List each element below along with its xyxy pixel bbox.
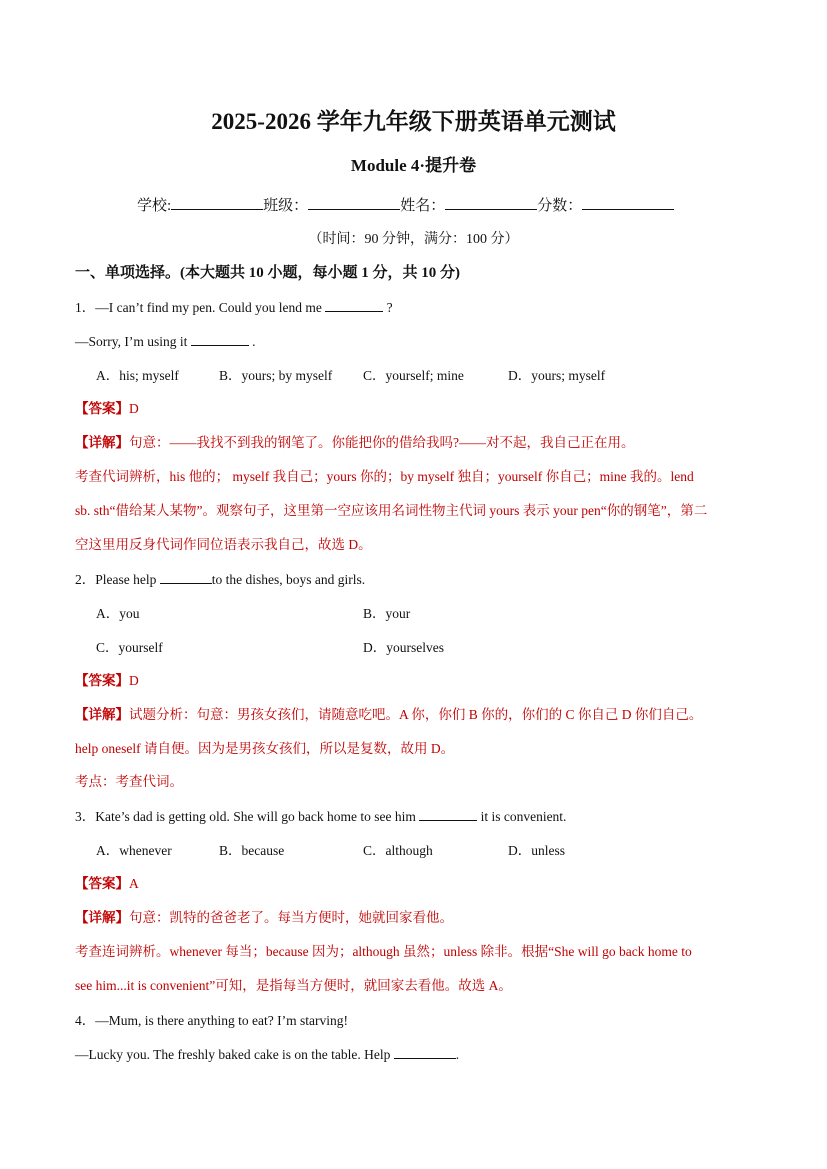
text-span: 3．Kate’s dad is getting old. She will go back home to see him (75, 809, 420, 824)
text-span: A (129, 876, 139, 891)
question-4-line2 (75, 1045, 459, 1065)
detail-3 (75, 908, 453, 928)
page-title: 2025-2026 学年九年级下册英语单元测试 (211, 109, 616, 134)
detail-2-line: 考点：考查代词。 (75, 774, 183, 789)
text-span: 【答案】 (75, 401, 129, 416)
answer-1 (75, 399, 139, 419)
class-label: 班级： (263, 198, 309, 214)
text-span: 1．—I can’t find my pen. Could you lend me (75, 300, 326, 315)
question-4: 4．—Mum, is there anything to eat? I’m starving! (75, 1013, 348, 1028)
option-b: B．yours; by myself (219, 368, 333, 383)
option-a: A．you (96, 606, 140, 621)
text-span: —Lucky you. The freshly baked cake is on the table. Help (75, 1047, 394, 1062)
option-c: C．yourself (96, 640, 163, 655)
info-fields (137, 196, 674, 216)
answer-blank (445, 196, 537, 210)
time-note: （时间：90 分钟，满分：100 分） (308, 232, 519, 247)
detail-1 (75, 433, 635, 453)
text-span: 句意：——我找不到我的钢笔了。你能把你的借给我吗?——对不起，我自己正在用。 (129, 435, 635, 450)
text-span: 【答案】 (75, 876, 129, 891)
text-span: it is convenient. (477, 809, 567, 824)
option-c: C．yourself; mine (363, 368, 464, 383)
answer-blank (160, 570, 212, 584)
text-span: . (455, 1047, 460, 1062)
question-1 (75, 298, 393, 318)
detail-2 (75, 705, 702, 725)
question-3 (75, 807, 566, 827)
text-span: —Sorry, I’m using it (75, 334, 191, 349)
text-span: . (248, 334, 256, 349)
answer-blank (325, 298, 383, 312)
text-span: 【答案】 (75, 673, 129, 688)
school-label: 学校: (137, 198, 172, 214)
detail-2-line: help oneself 请自便。因为是男孩女孩们，所以是复数，故用 D。 (75, 741, 455, 756)
detail-3-line: 考查连词辨析。whenever 每当；because 因为；although 虽然；unless 除非。根据“She will go back home to (75, 944, 692, 959)
answer-blank (582, 196, 674, 210)
option-b: B．your (363, 606, 411, 621)
text-span: 2．Please help (75, 572, 160, 587)
page-subtitle: Module 4·提升卷 (350, 156, 477, 175)
text-span: 【详解】 (75, 910, 129, 925)
question-1-line2 (75, 332, 256, 352)
text-span: to the dishes, boys and girls. (211, 572, 366, 587)
text-span: 句意：凯特的爸爸老了。每当方便时，她就回家看他。 (129, 910, 453, 925)
option-a: A．his; myself (96, 368, 179, 383)
option-d: D．yourselves (363, 640, 444, 655)
text-span: 【详解】 (75, 707, 129, 722)
detail-3-line: see him...it is convenient”可知，是指每当方便时，就回家去看他。故选 A。 (75, 978, 512, 993)
text-span: 【详解】 (75, 435, 129, 450)
answer-2 (75, 671, 139, 691)
answer-blank (394, 1045, 456, 1059)
answer-blank (419, 807, 477, 821)
option-b: B．because (219, 843, 285, 858)
option-c: C．although (363, 843, 433, 858)
detail-1-line: sb. sth“借给某人某物”。观察句子，这里第一空应该用名词性物主代词 yours 表示 your pen“你的钢笔”，第二 (75, 503, 708, 518)
section-heading: 一、单项选择。(本大题共 10 小题，每小题 1 分，共 10 分) (75, 265, 460, 281)
answer-blank (308, 196, 400, 210)
text-span: ? (383, 300, 393, 315)
text-span: 试题分析：句意：男孩女孩们，请随意吃吧。A 你，你们 B 你的，你们的 C 你自己 D 你们自己。 (129, 707, 703, 722)
answer-blank (171, 196, 263, 210)
answer-blank (191, 332, 249, 346)
text-span: D (129, 401, 139, 416)
score-label: 分数： (537, 198, 583, 214)
name-label: 姓名： (400, 198, 446, 214)
option-a: A．whenever (96, 843, 172, 858)
detail-1-line: 空这里用反身代词作同位语表示我自己，故选 D。 (75, 537, 372, 552)
question-2 (75, 570, 365, 590)
detail-1-line: 考查代词辨析，his 他的； myself 我自己；yours 你的；by myself 独自；yourself 你自己；mine 我的。lend (75, 469, 694, 484)
answer-3 (75, 874, 139, 894)
text-span: D (129, 673, 139, 688)
option-d: D．yours; myself (508, 368, 606, 383)
option-d: D．unless (508, 843, 565, 858)
